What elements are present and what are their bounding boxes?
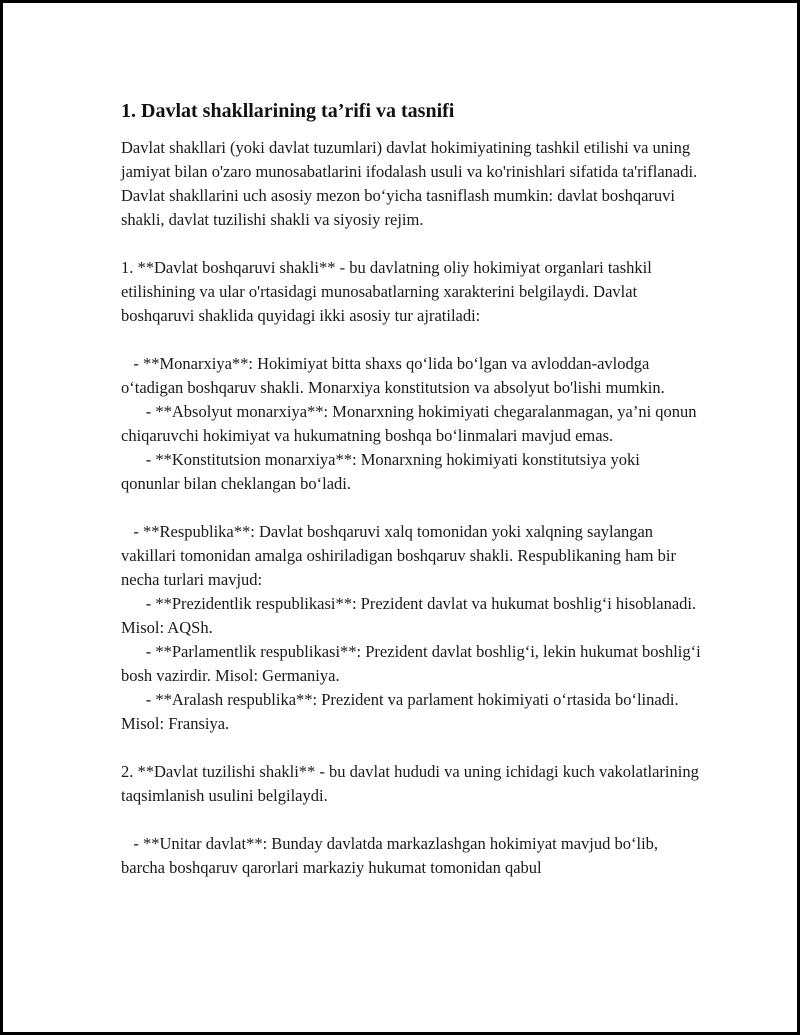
paragraph-gap [121,808,701,832]
paragraph-gap [121,232,701,256]
monarchy-list-block: - **Monarxiya**: Hokimiyat bitta shaxs qo‘lida bo‘lgan va avloddan-avlodga o‘tadigan boshqaruv shakli. Monarxiya konstitutsion va absolyut bo'lishi mumkin. - **Absolyut monarxiya**: Monarxning hokimiyati chegaralanmagan, ya’ni qonun chiqaruvchi hokimiyat va hukumatning boshqa bo‘linmalari mavjud emas. - **Konstitutsion monarxiya**: Monarxning hokimiyati konstitutsiya yoki qonunlar bilan cheklangan bo‘ladi. [121,354,697,493]
paragraph-gap [121,496,701,520]
section-heading: 1. Davlat shakllarining ta’rifi va tasnifi [121,100,455,122]
state-structure-paragraph: 2. **Davlat tuzilishi shakli** - bu davlat hududi va uning ichidagi kuch vakolatlarining taqsimlanish usulini belgilaydi. [121,762,703,805]
paragraph-gap [121,736,701,760]
republic-list-block: - **Respublika**: Davlat boshqaruvi xalq tomonidan yoki xalqning saylangan vakillari tomonidan amalga oshiriladigan boshqaruv shakli. Respublikaning ham bir necha turlari mavjud: - **Prezidentlik respublikasi**: Prezident davlat va hukumat boshlig‘i hisoblanadi. Misol: AQSh. - **Parlamentlik respublikasi**: Prezident davlat boshlig‘i, lekin hukumat boshlig‘i bosh vazirdir. Misol: Germaniya. - **Aralash respublika**: Prezident va parlament hokimiyati o‘rtasida bo‘linadi. Misol: Fransiya. [121,522,701,733]
unitary-state-paragraph: - **Unitar davlat**: Bunday davlatda markazlashgan hokimiyat mavjud bo‘lib, barcha boshqaruv qarorlari markaziy hukumat tomonidan qabul [121,834,663,877]
intro-paragraph: Davlat shakllari (yoki davlat tuzumlari) davlat hokimiyatining tashkil etilishi va uning jamiyat bilan o'zaro munosabatlarini ifodalash usuli va ko'rinishlari sifatida ta'riflanadi. Davlat shakllarini uch asosiy mezon bo‘yicha tasniflash mumkin: davlat boshqaruvi shakli, davlat tuzilishi shakli va siyosiy rejim. [121,138,702,229]
governance-form-paragraph: 1. **Davlat boshqaruvi shakli** - bu davlatning oliy hokimiyat organlari tashkil etilishining va ular o'rtasidagi munosabatlarning xarakterini belgilaydi. Davlat boshqaruvi shaklida quyidagi ikki asosiy tur ajratiladi: [121,258,656,325]
paragraph-gap [121,328,701,352]
document-body [121,98,701,880]
